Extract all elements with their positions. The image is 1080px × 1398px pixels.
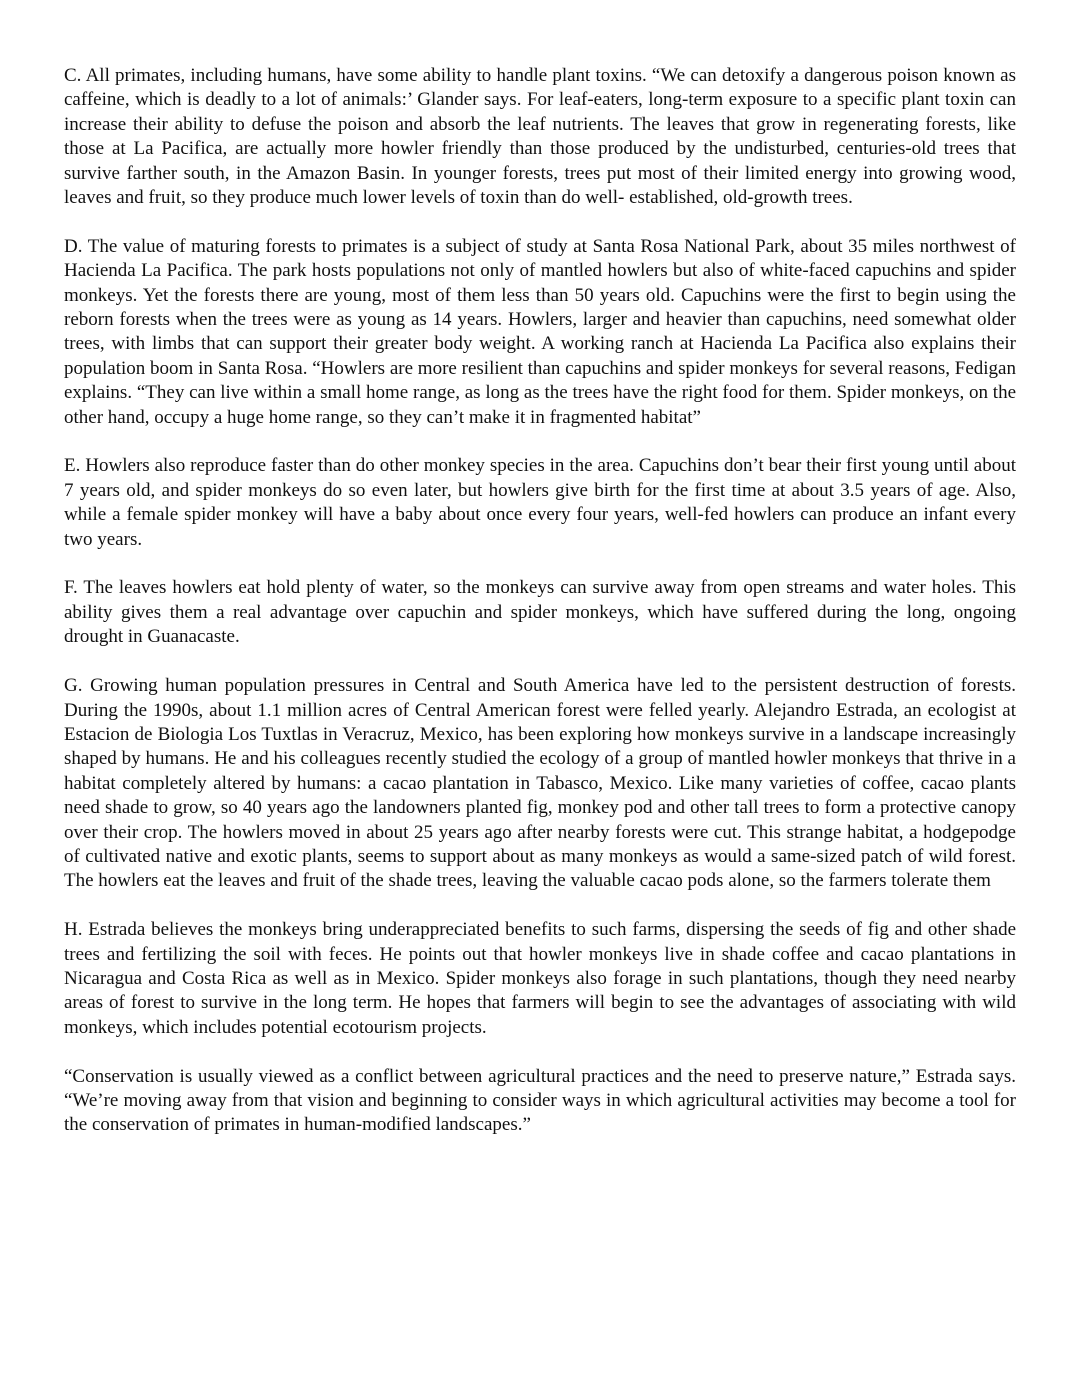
paragraph-f: F. The leaves howlers eat hold plenty of water, so the monkeys can survive away from open streams and water holes. This ability gives them a real advantage over capuchin and spider monkeys, which have suffered during the long, ongoing drought in Guanacaste.	[64, 577, 1016, 648]
paragraph-e: E. Howlers also reproduce faster than do other monkey species in the area. Capuchins don’t bear their first young until about 7 years old, and spider monkeys do so even later, but howlers give birth for the first time at about 3.5 years of age. Also, while a female spider monkey will have a baby about once every four years, well-fed howlers can produce an infant every two years.	[64, 455, 1016, 550]
paragraph-c: C. All primates, including humans, have some ability to handle plant toxins. “We can detoxify a dangerous poison known as caffeine, which is deadly to a lot of animals:’ Glander says. For leaf-eaters, long-term exposure to a specific plant toxin can increase their ability to defuse the poison and absorb the leaf nutrients. The leaves that grow in regenerating forests, like those at La Pacifica, are actually more howler friendly than those produced by the undisturbed, centuries-old trees that survive farther south, in the Amazon Basin. In younger forests, trees put most of their limited energy into growing wood, leaves and fruit, so they produce much lower levels of toxin than do well- established, old-growth trees.	[64, 65, 1016, 209]
paragraph-h: H. Estrada believes the monkeys bring underappreciated benefits to such farms, dispersing the seeds of fig and other shade trees and fertilizing the soil with feces. He points out that howler monkeys live in shade coffee and cacao plantations in Nicaragua and Costa Rica as well as in Mexico. Spider monkeys also forage in such plantations, though they need nearby areas of forest to survive in the long term. He hopes that farmers will begin to see the advantages of associating with wild monkeys, which includes potential ecotourism projects.	[64, 919, 1016, 1038]
document-page	[64, 64, 1016, 1162]
paragraph-g: G. Growing human population pressures in Central and South America have led to the persistent destruction of forests. During the 1990s, about 1.1 million acres of Central American forest were felled yearly. Alejandro Estrada, an ecologist at Estacion de Biologia Los Tuxtlas in Veracruz, Mexico, has been exploring how monkeys survive in a landscape increasingly shaped by humans. He and his colleagues recently studied the ecology of a group of mantled howler monkeys that thrive in a habitat completely altered by humans: a cacao plantation in Tabasco, Mexico. Like many varieties of coffee, cacao plants need shade to grow, so 40 years ago the landowners planted fig, monkey pod and other tall trees to form a protective canopy over their crop. The howlers moved in about 25 years ago after nearby forests were cut. This strange habitat, a hodgepodge of cultivated native and exotic plants, seems to support about as many monkeys as would a same-sized patch of wild forest. The howlers eat the leaves and fruit of the shade trees, leaving the valuable cacao pods alone, so the farmers tolerate them	[64, 675, 1016, 892]
paragraph-d: D. The value of maturing forests to primates is a subject of study at Santa Rosa National Park, about 35 miles northwest of Hacienda La Pacifica. The park hosts populations not only of mantled howlers but also of white-faced capuchins and spider monkeys. Yet the forests there are young, most of them less than 50 years old. Capuchins were the first to begin using the reborn forests when the trees were as young as 14 years. Howlers, larger and heavier than capuchins, need somewhat older trees, with limbs that can support their greater body weight. A working ranch at Hacienda La Pacifica also explains their population boom in Santa Rosa. “Howlers are more resilient than capuchins and spider monkeys for several reasons, Fedigan explains. “They can live within a small home range, as long as the trees have the right food for them. Spider monkeys, on the other hand, occupy a huge home range, so they can’t make it in fragmented habitat”	[64, 235, 1016, 428]
closing-quote-paragraph: “Conservation is usually viewed as a conflict between agricultural practices and the need to preserve nature,” Estrada says. “We’re moving away from that vision and beginning to consider ways in which agricultural activities may become a tool for the conservation of primates in human-modified landscapes.”	[64, 1065, 1016, 1136]
